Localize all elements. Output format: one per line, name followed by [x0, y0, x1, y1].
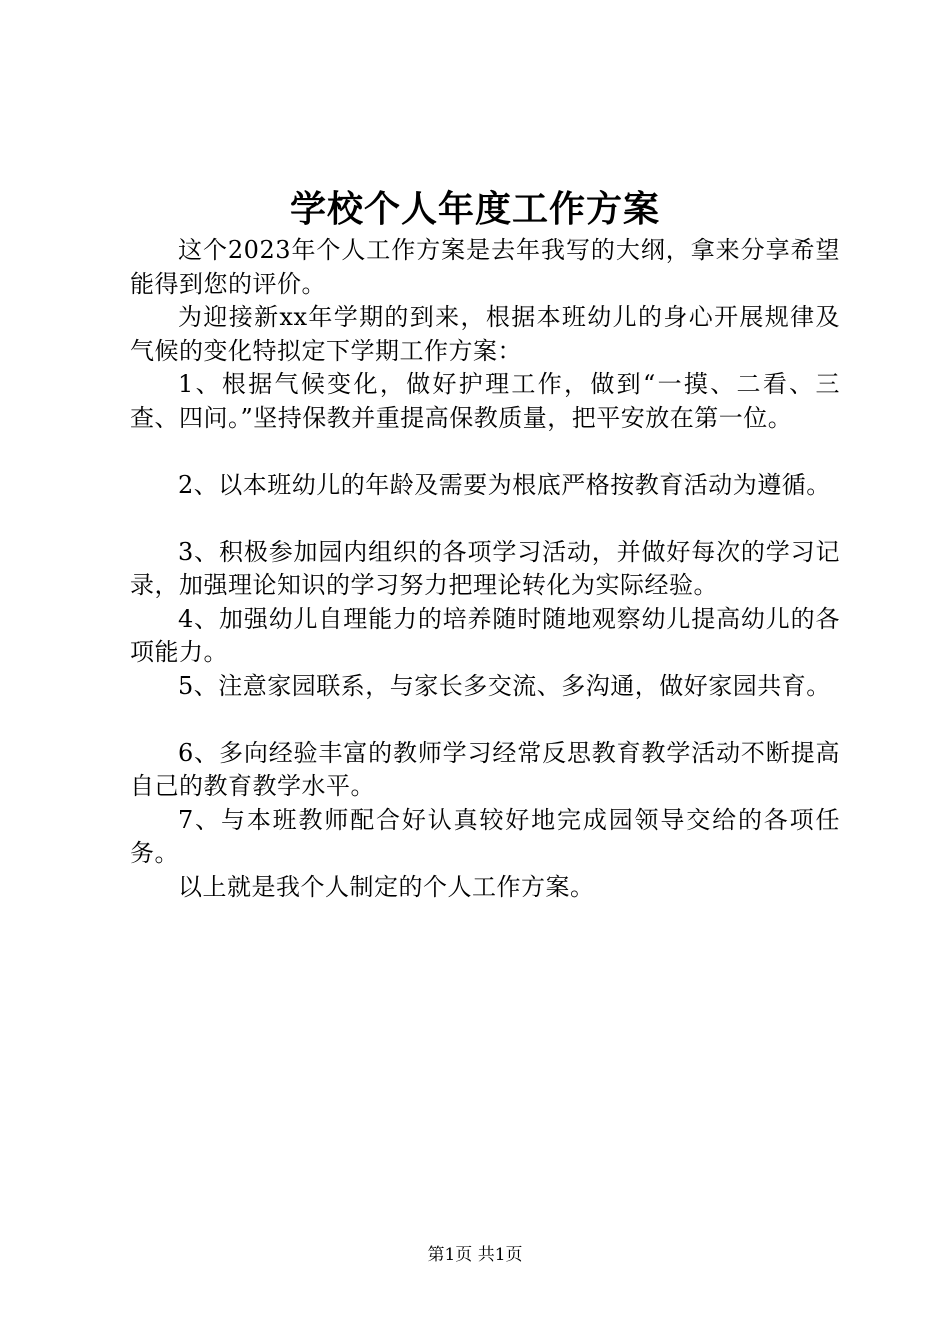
paragraph-item-3: 3、积极参加园内组织的各项学习活动，并做好每次的学习记录，加强理论知识的学习努力把理论转化为实际经验。 [130, 537, 840, 599]
paragraph-item-5: 5、注意家园联系，与家长多交流、多沟通，做好家园共育。 [178, 671, 831, 700]
paragraph-item-6: 6、多向经验丰富的教师学习经常反思教育教学活动不断提高自己的教育教学水平。 [130, 738, 840, 800]
page-number-footer: 第1页 共1页 [427, 1245, 523, 1265]
document-body [130, 234, 840, 904]
paragraph-item-2: 2、以本班幼儿的年龄及需要为根底严格按教育活动为遵循。 [178, 470, 831, 499]
document-title: 学校个人年度工作方案 [289, 188, 660, 230]
paragraph-item-4: 4、加强幼儿自理能力的培养随时随地观察幼儿提高幼儿的各项能力。 [130, 604, 840, 666]
paragraph-item-1: 1、根据气候变化，做好护理工作，做到“一摸、二看、三查、四问。”坚持保教并重提高保教质量，把平安放在第一位。 [130, 370, 840, 432]
paragraph-preamble: 为迎接新xx年学期的到来，根据本班幼儿的身心开展规律及气候的变化特拟定下学期工作方案： [130, 303, 840, 365]
paragraph-closing: 以上就是我个人制定的个人工作方案。 [178, 872, 595, 901]
paragraph-item-7: 7、与本班教师配合好认真较好地完成园领导交给的各项任务。 [130, 805, 840, 867]
paragraph-intro: 这个2023年个人工作方案是去年我写的大纲，拿来分享希望能得到您的评价。 [130, 236, 840, 298]
